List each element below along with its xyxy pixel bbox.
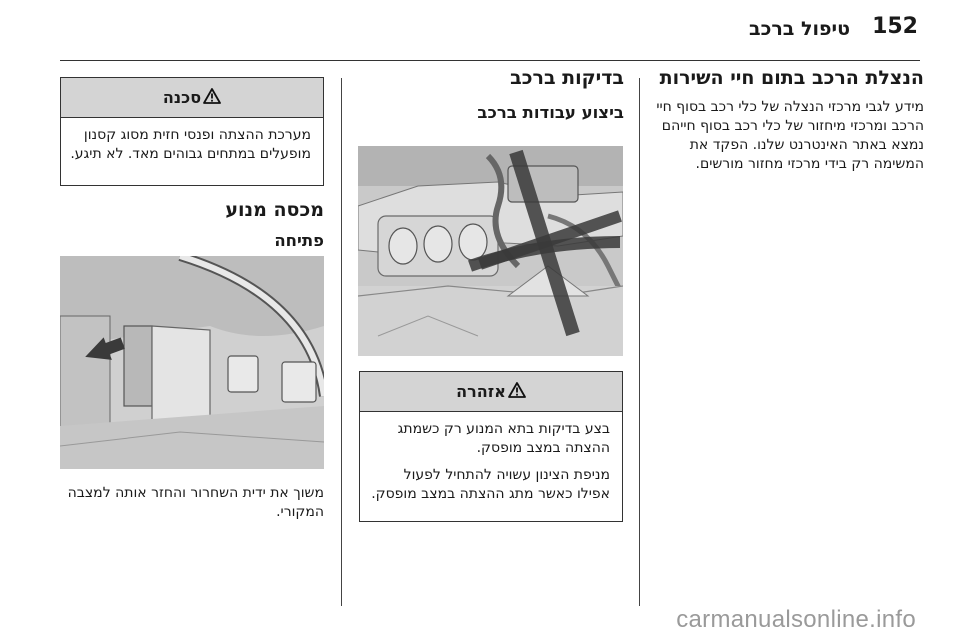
warning-title: אזהרה [456, 382, 506, 401]
bonnet-release-caption: משוך את ידית השחרור והחזר אותה למצבה המקורי. [67, 485, 324, 520]
danger-body: מערכת ההצתה ופנסי חזית מסוג קסנון מופעלים במתחים גבוהים מאד. לא תיגע. [70, 127, 311, 162]
recycling-paragraph: מידע לגבי מרכזי הנצלה של כלי רכב בסוף חיי הרכב ומרכזי מיחזור של כלי רכב בסוף חייהם נמצא באתר האינטרנט שלנו. הפקד את המשימה רק בידי מרכזי מחזור מורשים. [656, 99, 924, 172]
warning-triangle-icon [508, 382, 526, 402]
running-title: טיפול ברכב [748, 18, 850, 40]
bonnet-release-illustration [60, 256, 324, 469]
page-number: 152 [872, 14, 918, 39]
page-header [0, 0, 960, 62]
section-heading-recycling: הנצלת הרכב בתום חיי השירות [659, 67, 924, 89]
watermark: carmanualsonline.info [676, 606, 916, 633]
warning-paragraph-1: בצע בדיקות בתא המנוע רק כשמתג ההצתה במצב מופסק. [397, 421, 610, 456]
column-divider-left [341, 78, 342, 606]
engine-bay-illustration [358, 146, 623, 356]
bonnet-release-drawing [60, 256, 324, 469]
section-heading-vehicle-checks: בדיקות ברכב [510, 67, 624, 89]
column-middle [358, 66, 624, 124]
column-right [652, 66, 924, 174]
section-heading-bonnet: מכסה מנוע [225, 199, 324, 221]
column-left-text [60, 198, 324, 252]
danger-header [61, 78, 323, 118]
warning-box [359, 371, 623, 522]
warning-body [360, 412, 622, 510]
subheading-opening: פתיחה [274, 231, 324, 250]
engine-bay-drawing [358, 146, 623, 356]
column-divider-right [639, 78, 640, 606]
danger-box [60, 77, 324, 186]
header-rule [60, 60, 920, 61]
danger-title: סכנה [162, 88, 202, 107]
warning-triangle-icon [203, 88, 221, 108]
warning-paragraph-2: מניפת הצינון עשויה להתחיל לפעול אפילו כאשר מתג ההצתה במצב מופסק. [371, 467, 610, 502]
subheading-performing-work: ביצוע עבודות ברכב [477, 103, 624, 122]
warning-header [360, 372, 622, 412]
caption-block [60, 484, 324, 522]
